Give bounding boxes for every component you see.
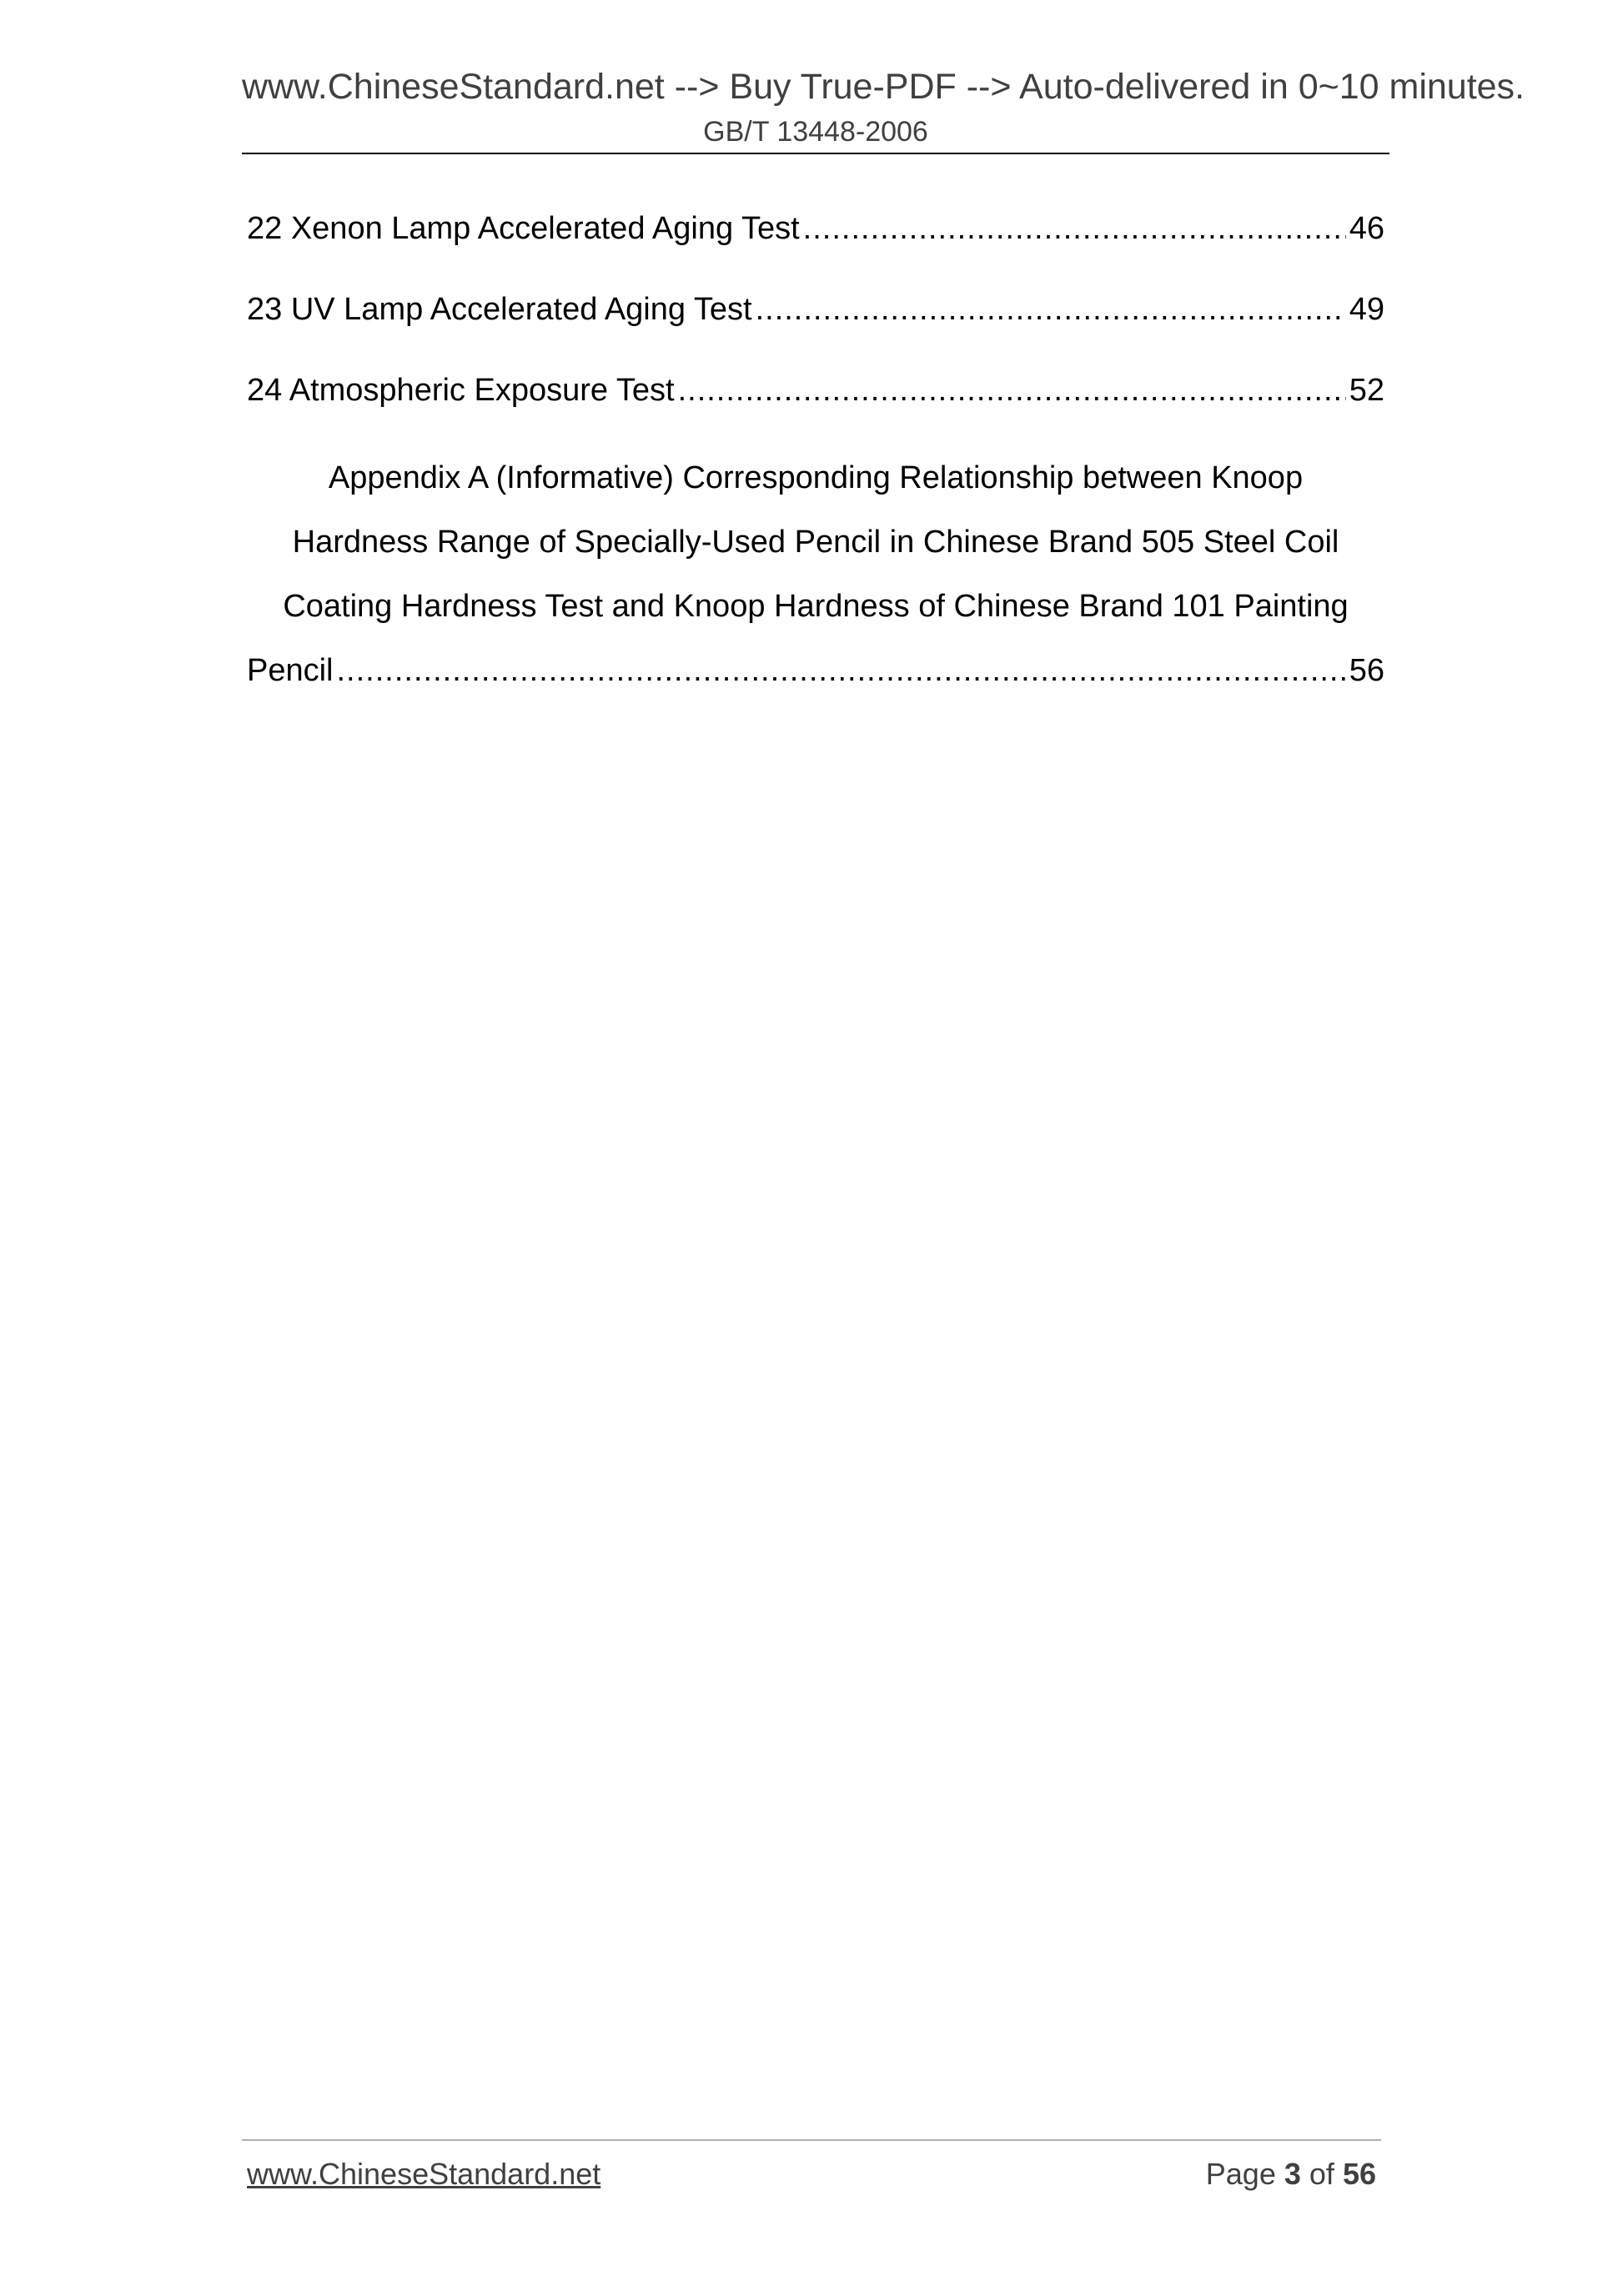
toc-dot-leader — [756, 284, 1346, 334]
toc-entry-page: 49 — [1349, 292, 1384, 327]
header-banner[interactable]: www.ChineseStandard.net --> Buy True-PDF --> Auto-delivered in 0~10 minutes. — [242, 67, 1525, 107]
table-of-contents — [247, 203, 1384, 703]
total-pages: 56 — [1342, 2157, 1376, 2191]
header-divider — [242, 153, 1389, 154]
standard-code: GB/T 13448-2006 — [703, 116, 928, 148]
appendix-title-line: Appendix A (Informative) Corresponding Relationship between Knoop — [328, 460, 1304, 495]
appendix-title-line: Hardness Range of Specially-Used Pencil in Chinese Brand 505 Steel Coil — [292, 525, 1339, 560]
appendix-last-line — [247, 639, 1384, 703]
toc-dot-leader — [678, 365, 1346, 415]
footer-website-link[interactable]: www.ChineseStandard.net — [247, 2157, 601, 2191]
toc-entry-23[interactable] — [247, 284, 1384, 365]
toc-entry-24[interactable] — [247, 365, 1384, 446]
page-footer — [247, 2157, 1376, 2192]
toc-entry-title: 23 UV Lamp Accelerated Aging Test — [247, 292, 752, 327]
toc-dot-leader — [337, 639, 1346, 703]
toc-entry-page: 56 — [1349, 653, 1384, 688]
page-number — [1206, 2157, 1376, 2192]
toc-dot-leader — [803, 203, 1346, 254]
page-header — [242, 62, 1525, 150]
toc-entry-appendix-a[interactable] — [247, 446, 1384, 703]
toc-entry-title: 22 Xenon Lamp Accelerated Aging Test — [247, 211, 800, 246]
footer-divider — [242, 2139, 1381, 2141]
appendix-title-line: Coating Hardness Test and Knoop Hardness of Chinese Brand 101 Painting — [283, 589, 1349, 624]
current-page: 3 — [1284, 2157, 1301, 2191]
toc-entry-page: 46 — [1349, 211, 1384, 246]
toc-entry-title: 24 Atmospheric Exposure Test — [247, 373, 675, 408]
appendix-title-end: Pencil — [247, 653, 334, 688]
page-prefix: Page — [1205, 2157, 1276, 2191]
toc-entry-22[interactable] — [247, 203, 1384, 284]
page-of: of — [1309, 2157, 1334, 2191]
toc-entry-page: 52 — [1349, 373, 1384, 408]
